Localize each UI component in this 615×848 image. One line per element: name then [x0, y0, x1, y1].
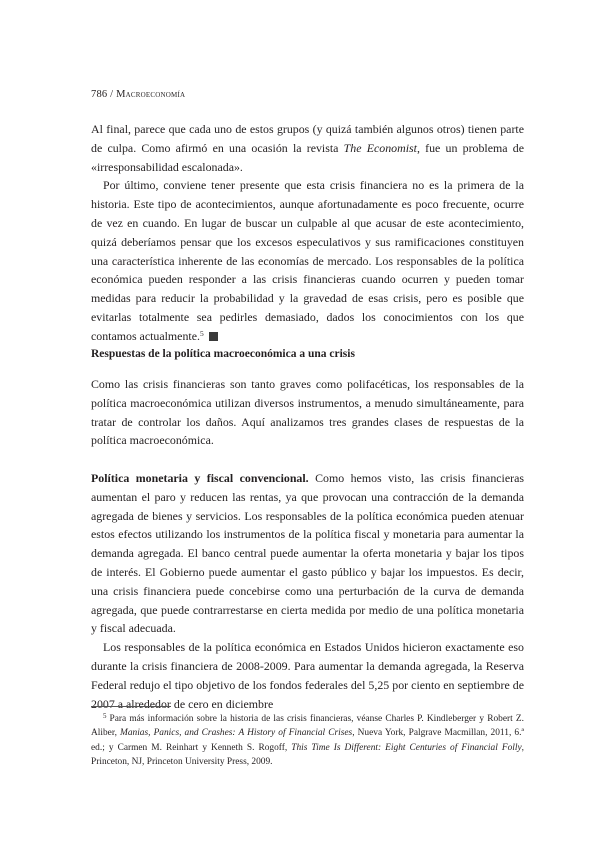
publication-title: The Economist [343, 140, 417, 155]
page-number: 786 [91, 89, 108, 100]
paragraph-finally: Por último, conviene tener presente que esta crisis financiera no es la primera de la historia. Este tipo de acontecimientos, aunque afortunadamente es poco frecuente, ocurre de vez en cuando. En lugar de buscar un culpable al que acusar de este acontecimiento, quizá deberíamos pensar que los excesos especulativos y sus ramificaciones constituyen una característica inherente de las economías de mercado. Los responsables de la política económica pueden responder a las crisis financieras cuando ocurren y pueden tomar medidas para reducir la probabilidad y la gravedad de esas crisis, pero es posible que evitarlas totalmente sea pedirles demasiado, dados los conocimientos con los que contamos actualmente.$^5$ [91, 178, 524, 343]
footnote-rule [91, 706, 171, 707]
running-title: Macroeconomía [116, 89, 186, 100]
footnote-book-title-1: Manias, Panics, and Crashes: A History of Financial Crises [120, 728, 353, 739]
runin-heading: Política monetaria y fiscal convencional. [91, 471, 309, 485]
subsection-body [91, 469, 524, 713]
footnote: $^5$ Para más información sobre la historia de las crisis financieras, véanse Charles P. Kindleberger y Robert Z. Aliber, Manias, Panics, and Crashes: A History of Financial Crises, Nueva York, Palgrave Macmillan, 2011, 6.ª ed.; y Carmen M. Reinhart y Kenneth S. Rogoff, This Time Is Different: Eight Centuries of Financial Folly, Princeton, NJ, Princeton University Press, 2009. [91, 712, 524, 768]
paragraph-continued: Al final, parece que cada uno de estos grupos (y quizá también algunos otros) tienen parte de culpa. Como afirmó en una ocasión la revista The Economist, fue un problema de «irresponsabilidad escalonada». [91, 122, 524, 174]
header-separator: / [107, 89, 117, 100]
body-text-top [91, 120, 524, 346]
paragraph-intro: Como las crisis financieras son tanto graves como polifacéticas, los responsables de la política macroeconómica utilizan diversos instrumentos, a menudo simultáneamente, para tratar de controlar los daños. Aquí analizamos tres grandes clases de respuestas de la política macroeconómica. [91, 377, 524, 448]
footnote-reference[interactable]: 5 [199, 328, 204, 338]
section-intro [91, 375, 524, 450]
running-header [91, 89, 185, 100]
paragraph-monetary-fiscal: Política monetaria y fiscal convencional. Como hemos visto, las crisis financieras aumentan el paro y reducen las rentas, ya que provocan una contracción de la demanda agregada de bienes y servicios. Los responsables de la política económica pueden atenuar estos efectos utilizando los instrumentos de la política fiscal y monetaria para aumentar la demanda agregada. El banco central puede aumentar la oferta monetaria y bajar los tipos de interés. El Gobierno puede aumentar el gasto público y bajar los impuestos. Es decir, una crisis financiera puede concebirse como una perturbación de la curva de demanda agregada, que puede contrarrestarse en cierta medida por medio de una política monetaria y fiscal adecuada. [91, 471, 524, 636]
end-of-box-mark [209, 332, 218, 341]
section-heading: Respuestas de la política macroeconómica a una crisis [91, 348, 355, 360]
footnote-number: 5 [103, 712, 107, 720]
footnote-book-title-2: This Time Is Different: Eight Centuries of Financial Folly [291, 742, 522, 753]
paragraph-us-response: Los responsables de la política económica en Estados Unidos hicieron exactamente eso durante la crisis financiera de 2008-2009. Para aumentar la demanda agregada, la Reserva Federal redujo el tipo objetivo de los fondos federales del 5,25 por ciento en septiembre de 2007 a alrededor de cero en diciembre [91, 640, 524, 711]
